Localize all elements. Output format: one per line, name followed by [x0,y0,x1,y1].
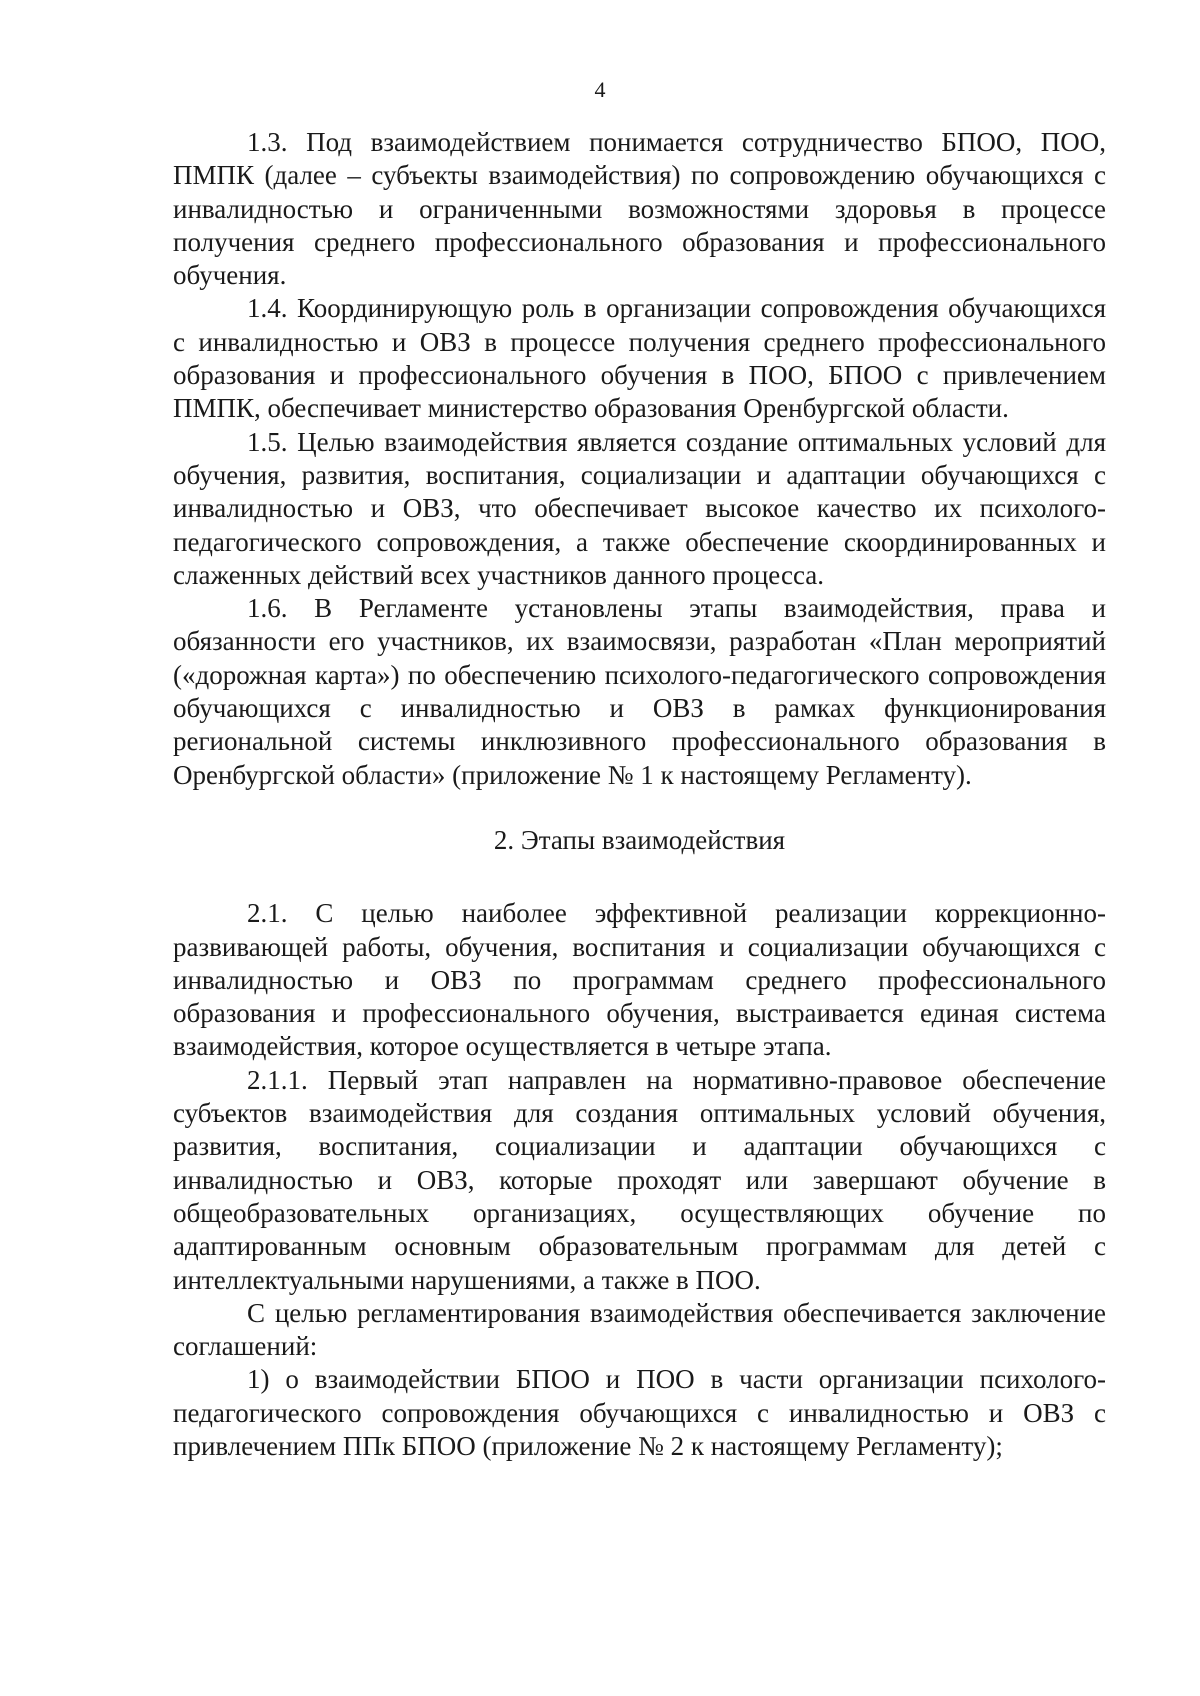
document-body [173,126,1106,1463]
paragraph-1-5: 1.5. Целью взаимодействия является создание оптимальных условий для обучения, развития, воспитания, социализации и адаптации обучающихся с инвалидностью и ОВЗ, что обеспечивает высокое качество их психолого-педагогического сопровождения, а также обеспечение скоординированных и слаженных действий всех участников данного процесса. [173,426,1106,590]
paragraph-2-1-1: 2.1.1. Первый этап направлен на нормативно-правовое обеспечение субъектов взаимодействия для создания оптимальных условий обучения, развития, воспитания, социализации и адаптации обучающихся с инвалидностью и ОВЗ, которые проходят или завершают обучение в общеобразовательных организациях, осуществляющих обучение по адаптированным основным образовательным программам для детей с интеллектуальными нарушениями, а также в ПОО. [173,1064,1106,1295]
paragraph-1-4: 1.4. Координирующую роль в организации сопровождения обучающихся с инвалидностью и ОВЗ в процессе получения среднего профессионального образования и профессионального обучения в ПОО, БПОО с привлечением ПМПК, обеспечивает министерство образования Оренбургской области. [173,293,1106,424]
paragraph-agreements-intro: С целью регламентирования взаимодействия обеспечивается заключение соглашений: [173,1297,1106,1362]
paragraph-1-3: 1.3. Под взаимодействием понимается сотрудничество БПОО, ПОО, ПМПК (далее – субъекты взаимодействия) по сопровождению обучающихся с инвалидностью и ограниченными возможностями здоровья в процессе получения среднего профессионального образования и профессионального обучения. [173,127,1106,291]
section-heading: 2. Этапы взаимодействия [493,824,786,855]
paragraph-2-1: 2.1. С целью наиболее эффективной реализации коррекционно-развивающей работы, обучения, воспитания и социализации обучающихся с инвалидностью и ОВЗ по программам среднего профессионального образования и профессионального обучения, выстраивается единая система взаимодействия, которое осуществляется в четыре этапа. [173,898,1106,1062]
paragraph-1-6: 1.6. В Регламенте установлены этапы взаимодействия, права и обязанности его участников, их взаимосвязи, разработан «План мероприятий («дорожная карта») по обеспечению психолого-педагогического сопровождения обучающихся с инвалидностью и ОВЗ в рамках функционирования региональной системы инклюзивного профессионального образования в Оренбургской области» (приложение № 1 к настоящему Регламенту). [173,593,1106,790]
page-number: 4 [594,77,606,102]
paragraph-agreement-1: 1) о взаимодействии БПОО и ПОО в части организации психолого-педагогического сопровождения обучающихся с инвалидностью и ОВЗ с привлечением ППк БПОО (приложение № 2 к настоящему Регламенту); [173,1364,1106,1461]
